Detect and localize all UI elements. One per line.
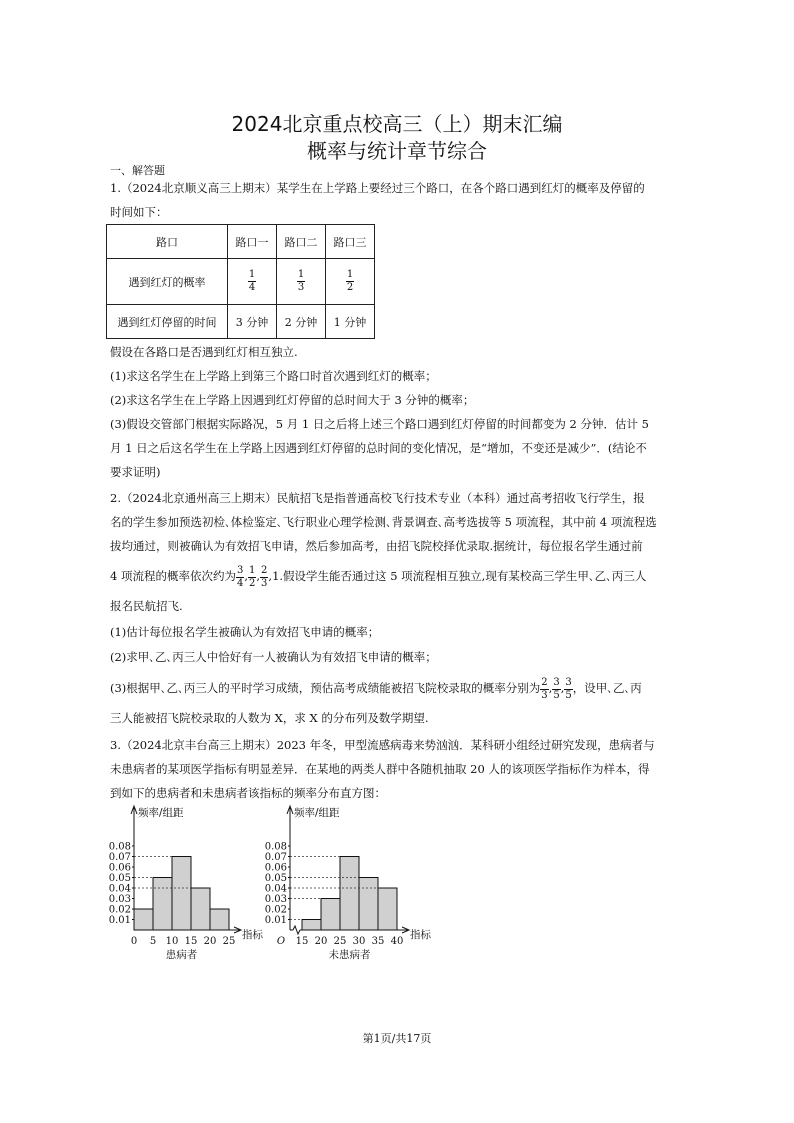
y-tick-label: 0.05 — [264, 873, 287, 884]
y-tick-label: 0.04 — [264, 883, 287, 895]
q1-sub2: (2)求这名学生在上学路上因遇到红灯停留的总时间大于 3 分钟的概率； — [110, 393, 475, 407]
q2-sub2: (2)求甲､乙､丙三人中恰好有一人被确认为有效招飞申请的概率； — [110, 650, 437, 664]
histogram-bar — [210, 909, 229, 930]
x-axis-label: 指标 — [242, 929, 263, 941]
q2-sub3-line2: 三人能被招飞院校录取的人数为 X，求 X 的分布列及数学期望. — [110, 711, 429, 725]
q2-line1: 2.（2024北京通州高三上期末）民航招飞是指普通高校飞行技术专业（本科）通过高考招收飞行学生，报 — [110, 491, 645, 505]
page-title: 2024北京重点校高三（上）期末汇编 — [231, 112, 563, 136]
q1-intro-line2: 时间如下： — [110, 205, 168, 219]
y-tick-label: 0.06 — [264, 862, 287, 874]
table-cell: 2 分钟 — [277, 305, 326, 339]
frac-num: 2 — [261, 564, 268, 576]
y-tick-label: 0.01 — [108, 915, 131, 926]
y-tick-label: 0.06 — [108, 862, 131, 874]
frac-den: 2 — [249, 577, 256, 589]
page-footer: 第1页/共17页 — [362, 1032, 432, 1045]
table-cell — [228, 259, 277, 305]
table-header: 路口三 — [326, 225, 375, 259]
x-tick-label: 35 — [371, 936, 385, 947]
table-row-label: 遇到红灯停留的时间 — [107, 305, 228, 339]
y-tick-label: 0.02 — [108, 904, 131, 916]
x-tick-label: 5 — [149, 936, 157, 947]
histogram-non-patients — [258, 800, 443, 960]
x-axis-label: 指标 — [410, 929, 431, 941]
y-axis-label: 频率/组距 — [294, 807, 340, 819]
q3-line1: 3.（2024北京丰台高三上期末）2023 年冬，甲型流感病毒来势汹汹．某科研小组经过研究发现，患病者与 — [110, 738, 655, 752]
frac-den: 2 — [346, 282, 354, 293]
y-axis-label: 频率/组距 — [138, 807, 184, 819]
x-tick-label: 0 — [130, 936, 138, 947]
q1-sub3-line1: (3)假设交管部门根据实际路况，5 月 1 日之后将上述三个路口遇到红灯停留的时间都变为 2 分钟．估计 5 — [110, 417, 649, 431]
frac-den: 5 — [565, 689, 572, 701]
chart-title: 未患病者 — [328, 949, 371, 960]
q1-sub3-line2: 月 1 日之后这名学生在上学路上因遇到红灯停留的总时间的变化情况，是“增加，不变还是减少”．(结论不 — [110, 441, 647, 455]
origin-label: O — [276, 936, 286, 947]
table-header: 路口二 — [277, 225, 326, 259]
x-tick-label: 25 — [222, 936, 236, 947]
red-light-table — [106, 224, 375, 339]
frac-num: 3 — [236, 564, 244, 576]
q1-assumption: 假设在各路口是否遇到红灯相互独立. — [110, 345, 298, 359]
q2-line2: 名的学生参加预选初检､体检鉴定､飞行职业心理学检测､背景调查､高考选拔等 5 项流程，其中前 4 项流程选 — [110, 515, 657, 529]
frac-den: 4 — [236, 577, 244, 589]
table-cell: 3 分钟 — [228, 305, 277, 339]
y-tick-label: 0.02 — [264, 904, 287, 916]
histogram-bar — [378, 888, 397, 930]
x-tick-label: 40 — [390, 936, 404, 947]
histogram-bar — [359, 878, 378, 931]
histogram-bar — [321, 899, 340, 931]
histogram-bar — [172, 857, 191, 931]
x-tick-label: 20 — [314, 936, 328, 947]
x-tick-label: 25 — [333, 936, 347, 947]
y-tick-label: 0.03 — [264, 894, 287, 905]
x-tick-label: 20 — [203, 936, 217, 947]
q1-sub1: (1)求这名学生在上学路上到第三个路口时首次遇到红灯的概率； — [110, 369, 437, 383]
histogram-bar — [340, 857, 359, 931]
axis-break — [293, 926, 300, 934]
frac-num: 3 — [565, 676, 572, 688]
q2-sub3-line1: (3)根据甲､乙､丙三人的平时学习成绩，预估高考成绩能被招飞院校录取的概率分别为 $\frac{2}{3}$ , $\frac{3}{5}$ , $\frac{3}{5}$ ，设甲､乙､丙 — [110, 676, 642, 701]
x-tick-label: 30 — [352, 936, 366, 947]
y-tick-label: 0.03 — [108, 894, 131, 905]
y-tick-label: 0.01 — [264, 915, 287, 926]
histogram-bar — [153, 878, 172, 931]
q3-line3: 到如下的患病者和未患病者该指标的频率分布直方图： — [110, 786, 386, 800]
frac-den: 3 — [261, 577, 268, 589]
frac-den: 4 — [248, 282, 256, 293]
table-cell — [277, 259, 326, 305]
histogram-bar — [191, 888, 210, 930]
q2-line5: 报名民航招飞. — [110, 599, 183, 613]
x-tick-label: 15 — [184, 936, 198, 947]
y-tick-label: 0.08 — [108, 841, 131, 853]
frac-num: 1 — [248, 269, 256, 280]
frac-den: 3 — [541, 689, 548, 701]
frac-den: 3 — [297, 282, 305, 293]
q2-line3: 拔均通过，则被确认为有效招飞申请，然后参加高考，由招飞院校择优录取.据统计，每位报名学生通过前 — [110, 539, 643, 553]
q1-intro-line1: 1.（2024北京顺义高三上期末）某学生在上学路上要经过三个路口，在各个路口遇到红灯的概率及停留的 — [110, 181, 645, 195]
frac-num: 1 — [297, 269, 305, 280]
table-row-label: 遇到红灯的概率 — [107, 259, 228, 305]
q2-sub1: (1)估计每位报名学生被确认为有效招飞申请的概率； — [110, 625, 380, 639]
y-tick-label: 0.05 — [108, 873, 131, 884]
frac-num: 3 — [553, 676, 560, 688]
histogram-patients — [100, 800, 275, 960]
q2-sub3-suffix: ，设甲､乙､丙 — [572, 681, 642, 695]
frac-num: 1 — [249, 564, 256, 576]
y-tick-label: 0.07 — [108, 852, 131, 863]
q2-sub3-prefix: (3)根据甲､乙､丙三人的平时学习成绩，预估高考成绩能被招飞院校录取的概率分别为 — [110, 681, 541, 695]
x-tick-label: 10 — [165, 936, 179, 947]
q1-sub3-line3: 要求证明) — [110, 465, 161, 479]
q3-line2: 未患病者的某项医学指标有明显差异．在某地的两类人群中各随机抽取 20 人的该项医学指标作为样本，得 — [110, 762, 650, 776]
frac-num: 1 — [346, 269, 354, 280]
table-cell: 1 分钟 — [326, 305, 375, 339]
q2-line4-prefix: 4 项流程的概率依次约为 — [110, 569, 236, 583]
histogram-bar — [134, 909, 153, 930]
q2-line4-suffix: ,1.假设学生能否通过这 5 项流程相互独立,现有某校高三学生甲､乙､丙三人 — [268, 569, 647, 583]
page-subtitle: 概率与统计章节综合 — [307, 139, 487, 163]
histogram-bar — [302, 920, 321, 931]
x-tick-label: 15 — [295, 936, 309, 947]
y-tick-label: 0.07 — [264, 852, 287, 863]
frac-num: 2 — [541, 676, 548, 688]
y-tick-label: 0.08 — [264, 841, 287, 853]
q2-line4: 4 项流程的概率依次约为 $\frac{3}{4}$ , $\frac{1}{2}$ , $\frac{2}{3}$ ,1.假设学生能否通过这 5 项流程相互独立,现有某校高三学生甲､乙､丙三人 — [110, 564, 647, 589]
frac-den: 5 — [553, 689, 560, 701]
table-header: 路口一 — [228, 225, 277, 259]
chart-title: 患病者 — [165, 949, 198, 960]
table-cell — [326, 259, 375, 305]
table-header: 路口 — [107, 225, 228, 259]
y-tick-label: 0.04 — [108, 883, 131, 895]
section-heading: 一、解答题 — [110, 164, 165, 177]
